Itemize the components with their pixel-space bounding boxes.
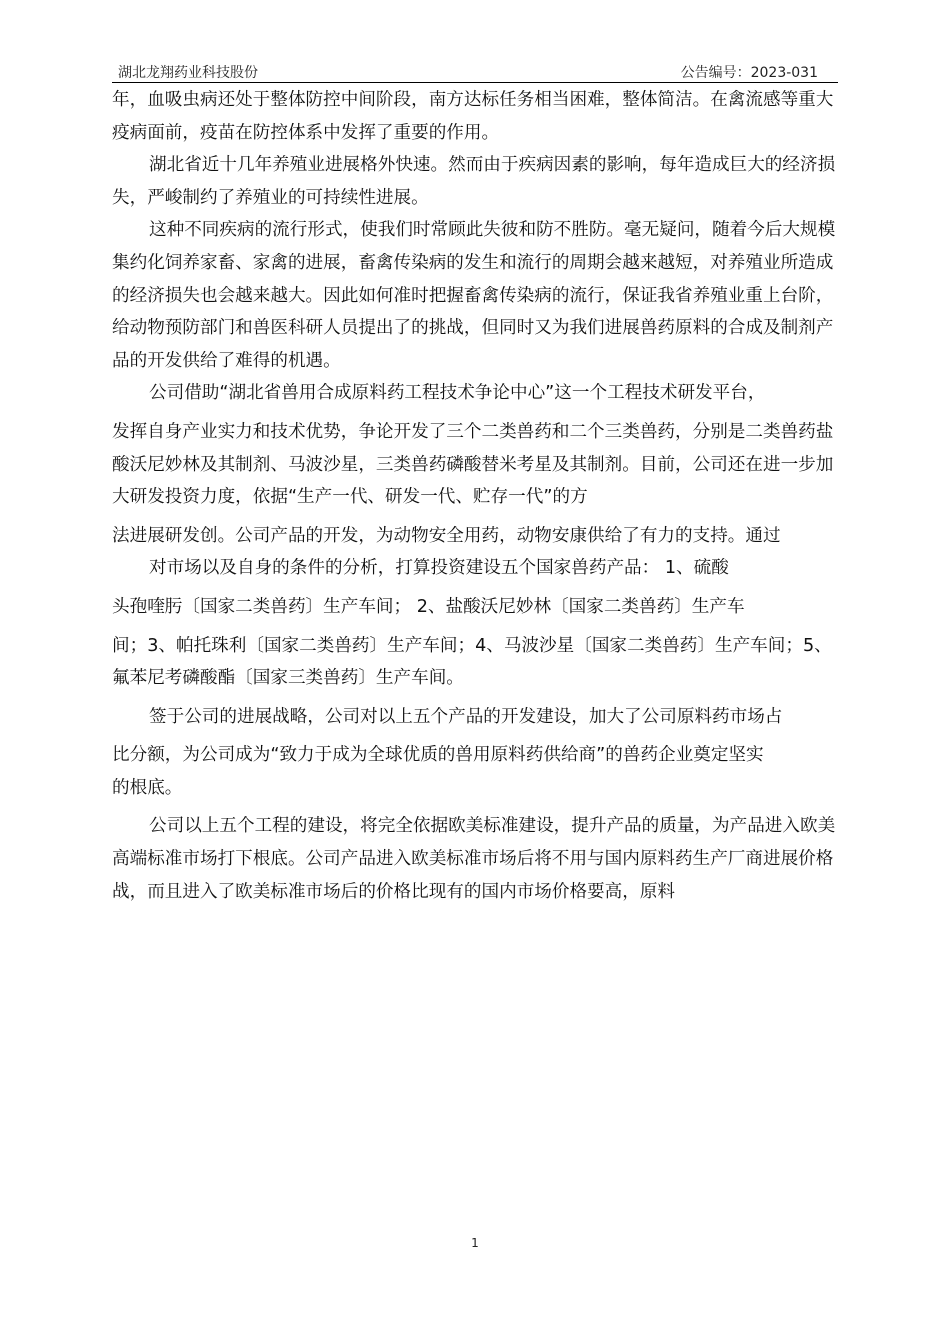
paragraph-10: 签于公司的进展战略，公司对以上五个产品的开发建设，加大了公司原料药市场占 xyxy=(149,706,783,727)
paragraph-3: 这种不同疾病的流行形式，使我们时常顾此失彼和防不胜防。毫无疑问，随着今后大规模集约化饲养家畜、家禽的进展，畜禽传染病的发生和流行的周期会越来越短，对养殖业所造成的经济损失也会越来越大。因此如何准时把握畜禽传染病的流行，保证我省养殖业重上台阶，给动物预防部门和兽医科研人员提出了的挑战，但同时又为我们进展兽药原料的合成及制剂产品的开发供给了难得的机遇。 xyxy=(112,220,836,371)
paragraph-9: 间；3、帕托珠利〔国家二类兽药〕生产车间；4、马波沙星〔国家二类兽药〕生产车间；5、氟苯尼考磷酸酯〔国家三类兽药〕生产车间。 xyxy=(112,635,832,689)
document-body xyxy=(112,84,842,908)
paragraph-7: 对市场以及自身的条件的分析，打算投资建设五个国家兽药产品： 1、硫酸 xyxy=(149,558,729,579)
paragraph-8: 头孢喹肟〔国家二类兽药〕生产车间； 2、盐酸沃尼妙林〔国家二类兽药〕生产车 xyxy=(112,596,745,617)
paragraph-1: 年，血吸虫病还处于整体防控中间阶段，南方达标任务相当困难，整体简洁。在禽流感等重大疫病面前，疫苗在防控体系中发挥了重要的作用。 xyxy=(112,90,834,143)
page-number: 1 xyxy=(471,1236,479,1250)
paragraph-5: 发挥自身产业实力和技术优势，争论开发了三个二类兽药和二个三类兽药，分别是二类兽药盐酸沃尼妙林及其制剂、马波沙星，三类兽药磷酸替米考星及其制剂。目前，公司还在进一步加大研发投资力度，依据“生产一代、研发一代、贮存一代”的方 xyxy=(112,421,834,508)
paragraph-11: 比分额，为公司成为“致力于成为全球优质的兽用原料药供给商”的兽药企业奠定坚实 xyxy=(112,745,764,766)
paragraph-4: 公司借助“湖北省兽用合成原料药工程技术争论中心”这一个工程技术研发平台， xyxy=(149,383,766,404)
page-header xyxy=(112,60,838,83)
company-name: 湖北龙翔药业科技股份 xyxy=(118,65,258,81)
paragraph-6: 法进展研发创。公司产品的开发，为动物安全用药，动物安康供给了有力的支持。通过 xyxy=(112,525,781,546)
paragraph-12: 的根底。 xyxy=(112,777,183,798)
notice-number: 公告编号：2023-031 xyxy=(680,65,818,81)
paragraph-13: 公司以上五个工程的建设，将完全依据欧美标准建设，提升产品的质量，为产品进入欧美高端标准市场打下根底。公司产品进入欧美标准市场后将不用与国内原料药生产厂商进展价格战，而且进入了欧美标准市场后的价格比现有的国内市场价格要高，原料 xyxy=(112,816,836,902)
paragraph-2: 湖北省近十几年养殖业进展格外快速。然而由于疾病因素的影响，每年造成巨大的经济损失，严峻制约了养殖业的可持续性进展。 xyxy=(112,155,836,208)
